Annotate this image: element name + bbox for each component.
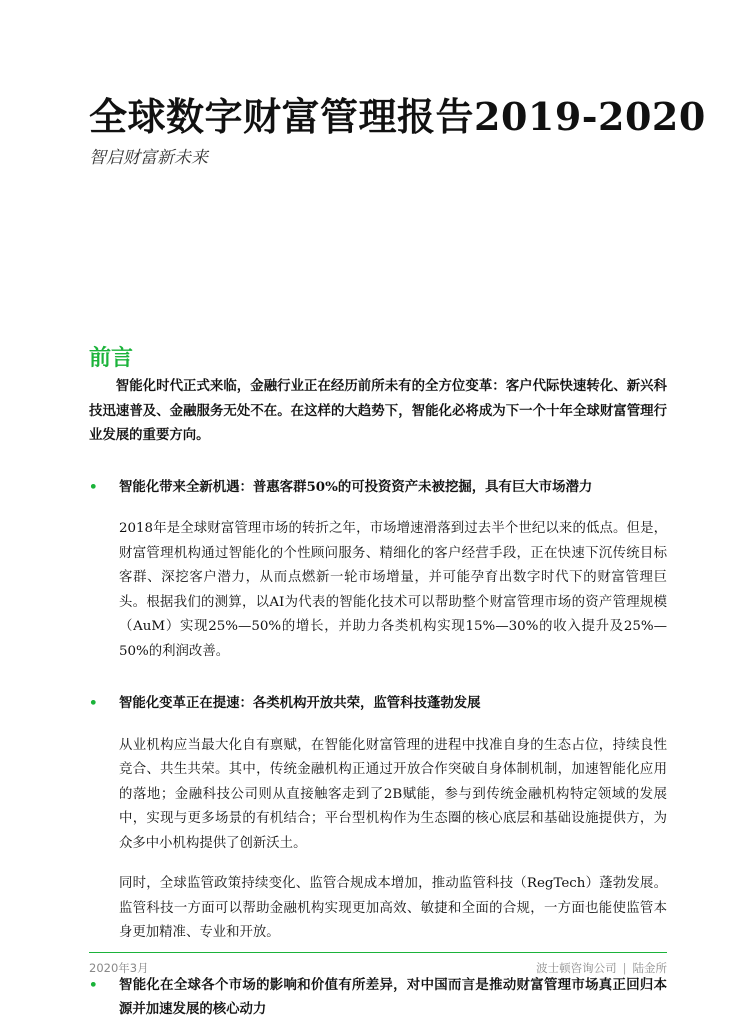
bullet-icon: • (89, 695, 98, 711)
footer-organizations (536, 960, 667, 976)
bullet-2-paragraph-2: 同时，全球监管政策持续变化、监管合规成本增加，推动监管科技（RegTech）蓬勃发展。监管科技一方面可以帮助金融机构实现更加高效、敏捷和全面的合规，一方面也能使监管本身更加精准、专业和开放。 (119, 876, 667, 940)
bullet-1-paragraph-1: 2018年是全球财富管理市场的转折之年，市场增速滑落到过去半个世纪以来的低点。但是，财富管理机构通过智能化的个性顾问服务、精细化的客户经营手段，正在快速下沉传统目标客群、深挖客户潜力，从而点燃新一轮市场增量，并可能孕育出数字时代下的财富管理巨头。根据我们的测算，以AI为代表的智能化技术可以帮助整个财富管理市场的资产管理规模（AuM）实现25%—50%的增长，并助力各类机构实现15%—30%的收入提升及25%—50%的利润改善。 (119, 521, 667, 659)
footer-org-lufax: 陆金所 (632, 961, 667, 975)
intro-paragraph: 智能化时代正式来临，金融行业正在经历前所未有的全方位变革：客户代际快速转化、新兴科技迅速普及、金融服务无处不在。在这样的大趋势下，智能化必将成为下一个十年全球财富管理行业发展的重要方向。 (89, 378, 667, 443)
bullet-1-text: 智能化带来全新机遇：普惠客群50%的可投资资产未被挖掘，具有巨大市场潜力 (119, 478, 593, 495)
bullet-3-heading (89, 973, 667, 1022)
bullet-icon: • (89, 976, 98, 993)
footer-divider (89, 952, 667, 953)
footer-date: 2020年3月 (89, 961, 149, 975)
report-title: 全球数字财富管理报告2019-2020 (89, 94, 706, 139)
bullet-2-heading (89, 691, 667, 716)
footer-separator: | (622, 961, 627, 975)
bullet-3-text: 智能化在全球各个市场的影响和价值有所差异，对中国而言是推动财富管理市场真正回归本源并加速发展的核心动力 (119, 976, 667, 1017)
footer-org-bcg: 波士顿咨询公司 (536, 961, 617, 975)
section-body (89, 374, 667, 1022)
section-heading: 前言 (89, 345, 134, 371)
bullet-1-heading (89, 475, 667, 500)
bullet-icon: • (89, 478, 98, 495)
bullet-2-text: 智能化变革正在提速：各类机构开放共荣，监管科技蓬勃发展 (119, 695, 481, 711)
report-subtitle: 智启财富新未来 (89, 148, 208, 168)
bullet-2-paragraph-1: 从业机构应当最大化自有禀赋，在智能化财富管理的进程中找准自身的生态占位，持续良性竞合、共生共荣。其中，传统金融机构正通过开放合作突破自身体制机制，加速智能化应用的落地；金融科技公司则从直接触客走到了2B赋能，参与到传统金融机构特定领域的发展中，实现与更多场景的有机结合；平台型机构作为生态圈的核心底层和基础设施提供方，为众多中小机构提供了创新沃土。 (119, 737, 667, 851)
